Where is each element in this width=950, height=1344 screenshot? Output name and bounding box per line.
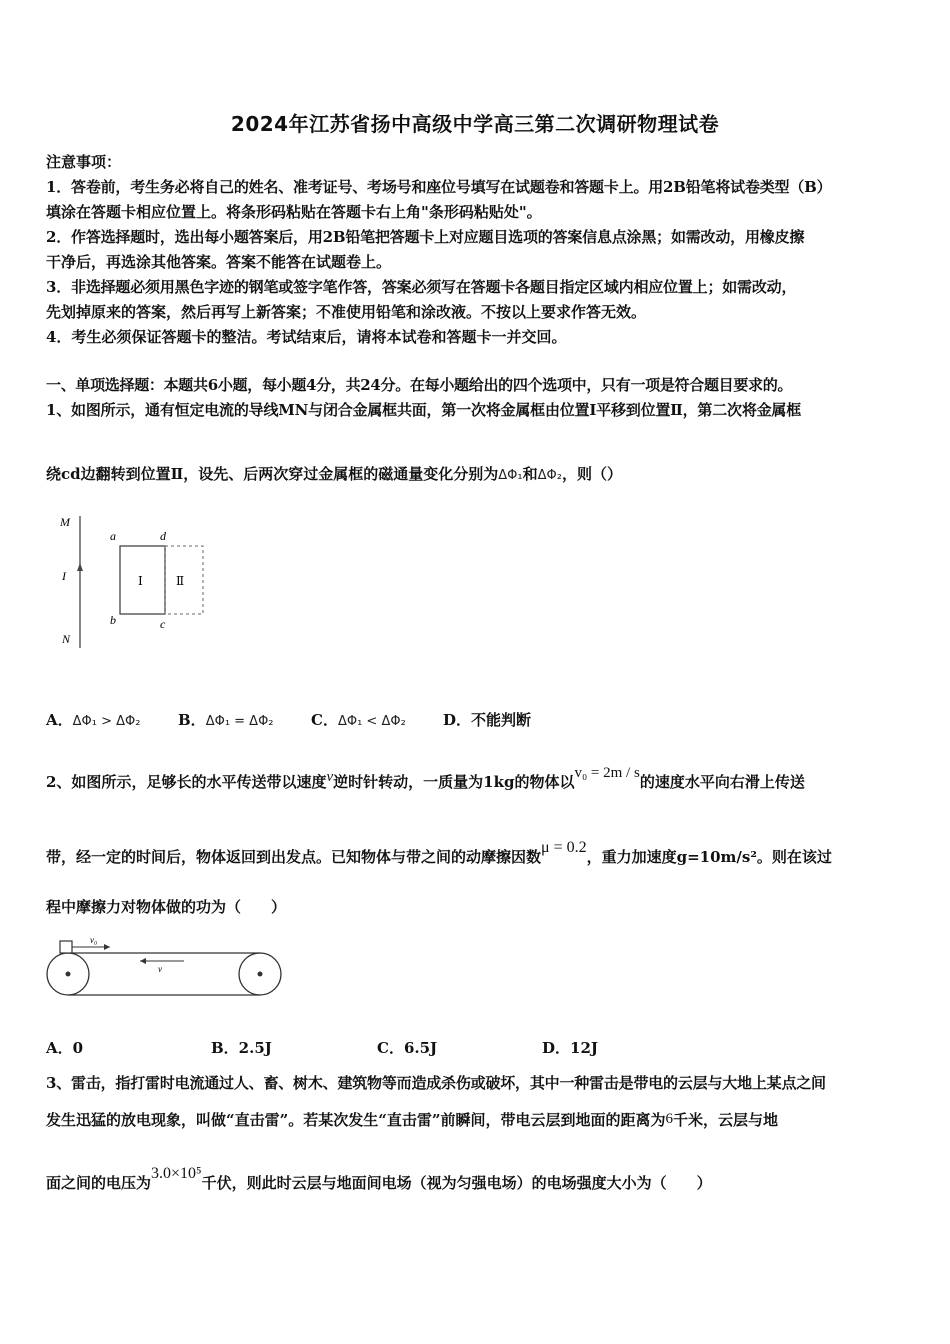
current-arrow-icon bbox=[77, 563, 83, 571]
label-v0: v₀ bbox=[90, 936, 98, 945]
voltage-value: 3.0×10⁵ bbox=[151, 1165, 202, 1182]
q1-option-c[interactable]: C．ΔΦ₁ < ΔΦ₂ bbox=[311, 711, 406, 729]
notes-heading: 注意事项： bbox=[46, 153, 122, 171]
phi1-symbol: ΔΦ₁ bbox=[498, 468, 523, 483]
phi2-symbol: ΔΦ₂ bbox=[537, 468, 562, 483]
q1-line-2 bbox=[46, 462, 622, 488]
left-axle bbox=[66, 972, 71, 977]
q2-option-a[interactable]: A．0 bbox=[46, 1039, 84, 1057]
v0-arrow-head-icon bbox=[104, 944, 110, 950]
q1-text-b: ，则（） bbox=[561, 465, 622, 483]
notes-line-1: 1．答卷前，考生务必将自己的姓名、准考证号、考场号和座位号填写在试题卷和答题卡上。用2B铅笔将试卷类型（B） bbox=[46, 178, 832, 196]
q2-line-2: 带，经一定的时间后，物体返回到出发点。已知物体与带之间的动摩擦因数μ = 0.2，重力加速度g=10m/s²。则在该过 bbox=[46, 839, 832, 866]
q1-option-d-text: 不能判断 bbox=[471, 711, 532, 729]
q2-option-c[interactable]: C．6.5J bbox=[377, 1039, 438, 1057]
notes-line-4: 干净后，再选涂其他答案。答案不能答在试题卷上。 bbox=[46, 253, 392, 271]
notes-line-5: 3．非选择题必须用黑色字迹的钢笔或签字笔作答，答案必须写在答题卡各题目指定区域内相应位置上；如需改动， bbox=[46, 278, 797, 296]
notes-line-6: 先划掉原来的答案，然后再写上新答案；不准使用铅笔和涂改液。不按以上要求作答无效。 bbox=[46, 303, 647, 321]
block bbox=[60, 941, 72, 953]
q2-option-d[interactable]: D．12J bbox=[542, 1039, 598, 1057]
q3-line-3: 面之间的电压为3.0×10⁵千伏，则此时云层与地面间电场（视为匀强电场）的电场强度大小为（ ） bbox=[46, 1165, 712, 1192]
q1-option-c-expr: ΔΦ₁ < ΔΦ₂ bbox=[337, 714, 406, 729]
label-v: v bbox=[158, 964, 162, 974]
label-pos-1: Ⅰ bbox=[138, 574, 143, 588]
notes-line-2: 填涂在答题卡相应位置上。将条形码粘贴在答题卡右上角"条形码粘贴处"。 bbox=[46, 203, 542, 221]
q1-figure bbox=[50, 508, 260, 658]
q2-option-b[interactable]: B．2.5J bbox=[211, 1039, 272, 1057]
q1-option-a-expr: ΔΦ₁ > ΔΦ₂ bbox=[72, 714, 141, 729]
q3-line-2: 发生迅猛的放电现象，叫做“直击雷”。若某次发生“直击雷”前瞬间，带电云层到地面的距离为6千米，云层与地 bbox=[46, 1111, 779, 1129]
label-b: b bbox=[110, 613, 116, 627]
q1-option-b[interactable]: B．ΔΦ₁ = ΔΦ₂ bbox=[178, 711, 274, 729]
q2-line-1: 2、如图所示，足够长的水平传送带以速度v逆时针转动，一质量为1kg的物体以v₀ = 2m / s的速度水平向右滑上传送 bbox=[46, 765, 805, 791]
q1-option-d[interactable]: D．不能判断 bbox=[443, 711, 532, 729]
label-c: c bbox=[160, 617, 166, 631]
notes-line-3: 2．作答选择题时，选出每小题答案后，用2B铅笔把答题卡上对应题目选项的答案信息点涂黑；如需改动，用橡皮擦 bbox=[46, 228, 805, 246]
label-a: a bbox=[110, 529, 116, 543]
section-heading: 一、单项选择题：本题共6小题，每小题4分，共24分。在每小题给出的四个选项中，只有一项是符合题目要求的。 bbox=[46, 376, 793, 394]
label-d: d bbox=[160, 529, 166, 543]
belt-arrow-head-icon bbox=[140, 958, 146, 964]
label-m: M bbox=[60, 515, 70, 529]
right-axle bbox=[258, 972, 263, 977]
q2-figure bbox=[42, 936, 287, 1002]
distance-value: 6 bbox=[665, 1111, 674, 1127]
notes-line-7: 4．考生必须保证答题卡的整洁。考试结束后，请将本试卷和答题卡一并交回。 bbox=[46, 328, 567, 346]
label-n: N bbox=[62, 632, 71, 646]
q3-line-1: 3、雷击，指打雷时电流通过人、畜、树木、建筑物等而造成杀伤或破坏，其中一种雷击是带电的云层与大地上某点之间 bbox=[46, 1074, 826, 1092]
q1-option-a[interactable]: A．ΔΦ₁ > ΔΦ₂ bbox=[46, 711, 141, 729]
friction-coefficient: μ = 0.2 bbox=[541, 839, 587, 856]
q1-line-1: 1、如图所示，通有恒定电流的导线MN与闭合金属框共面，第一次将金属框由位置Ⅰ平移到位置Ⅱ，第二次将金属框 bbox=[46, 401, 802, 419]
speed-v: v bbox=[326, 769, 334, 785]
q1-option-b-expr: ΔΦ₁ = ΔΦ₂ bbox=[205, 714, 274, 729]
q1-and: 和 bbox=[522, 465, 538, 483]
initial-speed: v₀ = 2m / s bbox=[574, 765, 640, 781]
page-title: 2024年江苏省扬中高级中学高三第二次调研物理试卷 bbox=[230, 112, 720, 136]
q2-line-3: 程中摩擦力对物体做的功为（ ） bbox=[46, 898, 287, 916]
label-pos-2: Ⅱ bbox=[176, 574, 185, 588]
label-i: I bbox=[62, 569, 66, 583]
q1-text-a: 绕cd边翻转到位置Ⅱ，设先、后两次穿过金属框的磁通量变化分别为 bbox=[46, 465, 499, 483]
